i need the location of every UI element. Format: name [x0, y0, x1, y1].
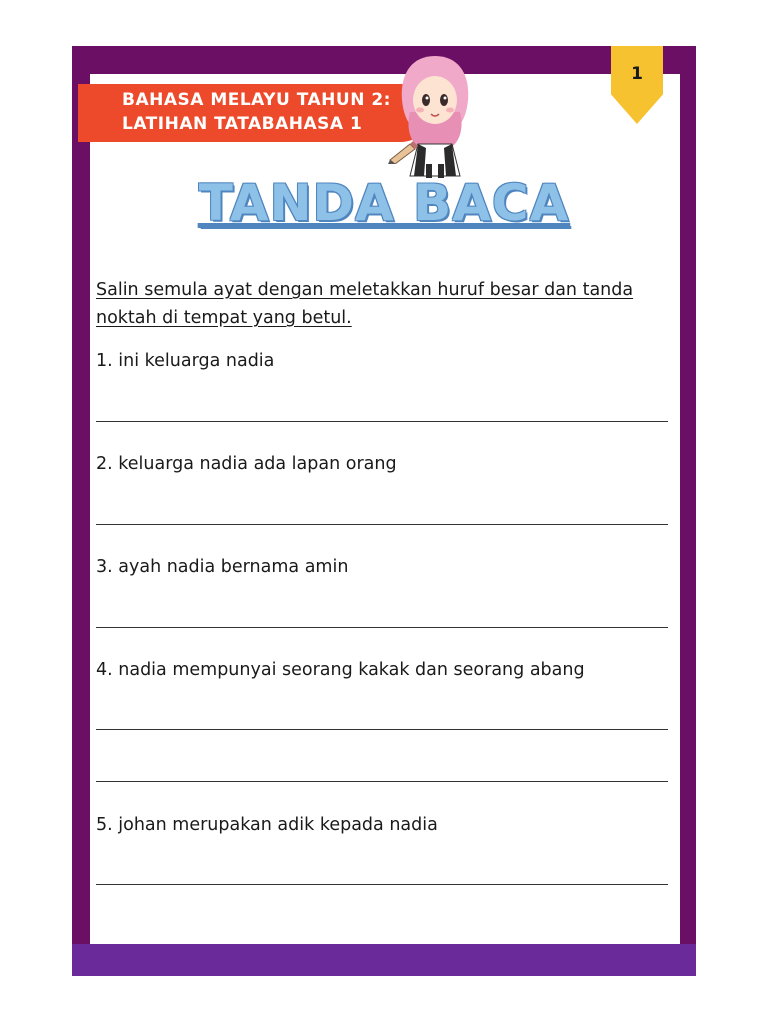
question-2: 2. keluarga nadia ada lapan orang — [96, 454, 397, 474]
banner-line-1: BAHASA MELAYU TAHUN 2: — [122, 90, 391, 110]
answer-line-4a[interactable] — [96, 729, 668, 730]
pencil-icon — [386, 140, 420, 164]
answer-line-2[interactable] — [96, 524, 668, 525]
answer-line-3[interactable] — [96, 627, 668, 628]
question-5: 5. johan merupakan adik kepada nadia — [96, 815, 438, 835]
question-1: 1. ini keluarga nadia — [96, 351, 275, 371]
instruction-text: Salin semula ayat dengan meletakkan huruf besar dan tanda noktah di tempat yang betul. — [96, 280, 634, 328]
footer-bar — [72, 944, 696, 976]
page-title: TANDA BACA — [198, 174, 570, 232]
answer-line-4b[interactable] — [96, 781, 668, 782]
question-3: 3. ayah nadia bernama amin — [96, 557, 349, 577]
banner-line-2: LATIHAN TATABAHASA 1 — [122, 114, 363, 134]
answer-line-5[interactable] — [96, 884, 668, 885]
answer-line-1[interactable] — [96, 421, 668, 422]
question-4: 4. nadia mempunyai seorang kakak dan seorang abang — [96, 660, 585, 680]
page-number: 1 — [631, 64, 643, 84]
